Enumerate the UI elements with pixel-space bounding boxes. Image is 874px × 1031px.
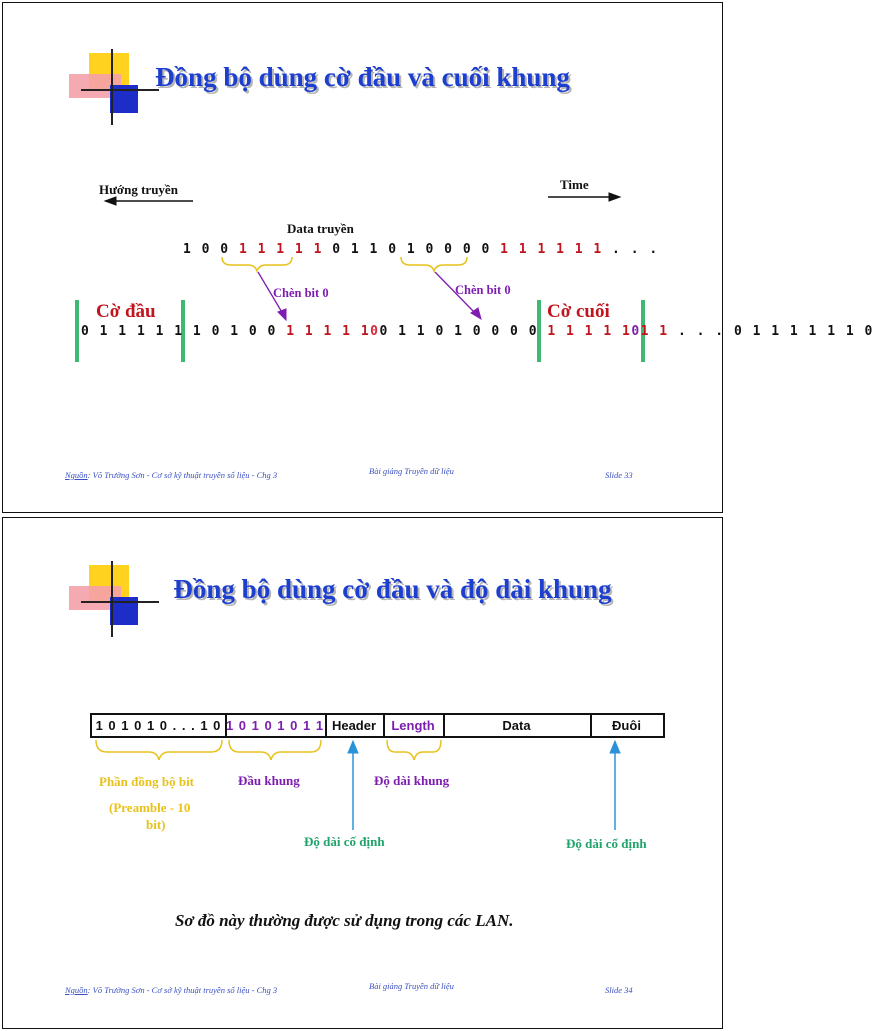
- length-brace: [387, 740, 441, 760]
- slide-diagram-graphics: [3, 3, 724, 514]
- data-label: Data truyền: [287, 221, 354, 236]
- time-label: Time: [560, 177, 589, 192]
- trailer-arrow: [610, 741, 620, 830]
- preamble-note-line-2: bit): [146, 817, 166, 832]
- stuffing-brace-2: [401, 257, 467, 271]
- footer-slide-number: Slide 34: [605, 985, 633, 995]
- stuffing-label-1: Chèn bit 0: [273, 286, 329, 300]
- frame-bitstream: 0 1 1 1 1 1 1 0 1 0 0 1 1 1 1 100 1 1 0 1 0 0 0 0 1 1 1 1 101 1 . . . 0 1 1 1 1 1 1 0: [81, 324, 874, 339]
- preamble-label: Phần đồng bộ bit: [99, 774, 195, 789]
- fixed-length-label-header: Độ dài cố định: [304, 834, 385, 849]
- footer-source: Nguồn: Võ Trường Sơn - Cơ sở kỹ thuật truyền số liệu - Chg 3: [65, 985, 278, 995]
- length-label: Độ dài khung: [374, 773, 450, 788]
- footer-course: Bài giảng Truyền dữ liệu: [369, 466, 454, 476]
- frame-field-trailer: Đuôi: [590, 713, 665, 738]
- start-flag-brace: [229, 740, 321, 760]
- direction-label: Hướng truyền: [99, 182, 178, 197]
- frame-field-length: Length: [383, 713, 445, 738]
- slide-33: [2, 2, 874, 513]
- slide-title: Đồng bộ dùng cờ đầu và cuối khung: [155, 62, 570, 92]
- frame-field-header: Header: [325, 713, 385, 738]
- start-flag-label: Đầu khung: [238, 773, 300, 788]
- direction-arrow: [105, 197, 193, 205]
- preamble-brace: [96, 740, 222, 760]
- frame-field-preamble: 1 0 1 0 1 0 . . . 1 0: [90, 713, 227, 738]
- preamble-note-line-1: (Preamble - 10: [109, 800, 191, 815]
- stuffing-brace-1: [222, 257, 292, 271]
- footer-source: Nguồn: Võ Trường Sơn - Cơ sở kỹ thuật truyền số liệu - Chg 3: [65, 470, 278, 480]
- time-arrow: [548, 193, 620, 201]
- frame-field-start-flag: 1 0 1 0 1 0 1 1: [225, 713, 327, 738]
- data-bitstream: 1 0 0 1 1 1 1 1 0 1 1 0 1 0 0 0 0 1 1 1 1 1 1 . . .: [183, 242, 659, 257]
- slide-title: Đồng bộ dùng cờ đầu và độ dài khung: [173, 574, 612, 604]
- header-arrow: [348, 741, 358, 830]
- footer-slide-number: Slide 33: [605, 470, 633, 480]
- slide-34: [2, 517, 723, 1029]
- stuffing-label-2: Chèn bit 0: [455, 283, 511, 297]
- frame-field-data: Data: [443, 713, 592, 738]
- end-flag-label: Cờ cuối: [547, 301, 610, 322]
- footer-course: Bài giảng Truyền dữ liệu: [369, 981, 454, 991]
- start-flag-label: Cờ đầu: [96, 301, 156, 322]
- slide-caption: Sơ đồ này thường được sử dụng trong các LAN.: [175, 911, 514, 930]
- fixed-length-label-trailer: Độ dài cố định: [566, 836, 647, 851]
